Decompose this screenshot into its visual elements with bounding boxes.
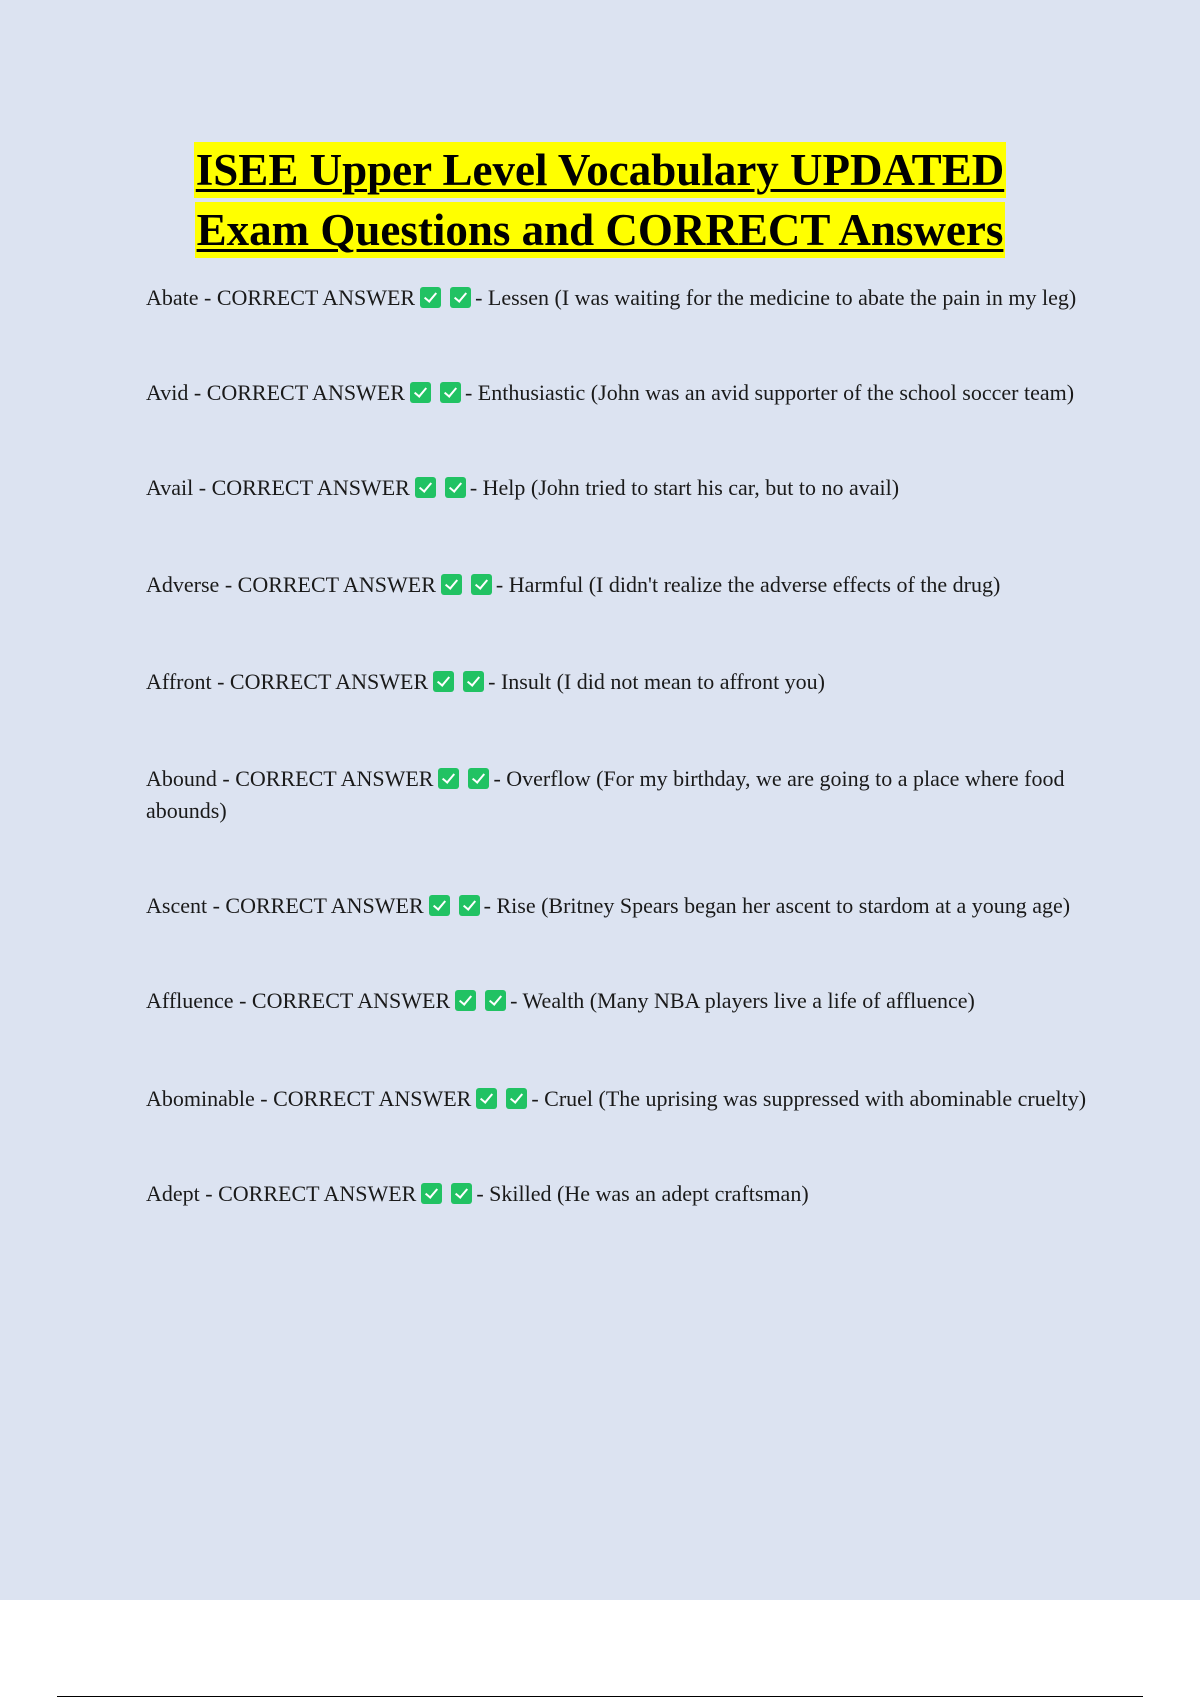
check-mark-icon xyxy=(471,574,492,595)
vocab-entry-ascent xyxy=(146,890,1096,922)
vocab-entry-adverse xyxy=(146,569,1096,601)
entry-term: Affront xyxy=(146,669,212,694)
check-mark-icon xyxy=(410,382,431,403)
check-mark-icon xyxy=(433,671,454,692)
entry-definition: - Overflow (For my birthday, we are going to a place where food abounds) xyxy=(146,766,1065,823)
entry-definition: - Harmful (I didn't realize the adverse effects of the drug) xyxy=(495,572,1001,597)
check-mark-icon xyxy=(440,382,461,403)
vocab-entry-adept xyxy=(146,1178,1096,1210)
entry-definition: - Enthusiastic (John was an avid supporter of the school soccer team) xyxy=(464,380,1075,405)
entry-marker: - CORRECT ANSWER xyxy=(204,285,416,310)
check-mark-icon xyxy=(450,287,471,308)
entry-term: Avid xyxy=(146,380,189,405)
check-mark-icon xyxy=(429,895,450,916)
vocab-entry-avail xyxy=(146,472,1096,504)
entry-marker: - CORRECT ANSWER xyxy=(217,669,429,694)
check-mark-icon xyxy=(455,990,476,1011)
vocab-entry-affront xyxy=(146,666,1096,698)
entry-term: Abominable xyxy=(146,1086,255,1111)
title-block xyxy=(0,142,1200,262)
entry-term: Affluence xyxy=(146,988,234,1013)
entry-marker: - CORRECT ANSWER xyxy=(198,475,410,500)
check-mark-icon xyxy=(445,477,466,498)
entry-marker: - CORRECT ANSWER xyxy=(239,988,451,1013)
entry-definition: - Lessen (I was waiting for the medicine to abate the pain in my leg) xyxy=(475,285,1077,310)
check-mark-icon xyxy=(463,671,484,692)
entry-definition: - Skilled (He was an adept craftsman) xyxy=(476,1181,809,1206)
entry-definition: - Help (John tried to start his car, but to no avail) xyxy=(469,475,900,500)
vocab-entry-avid xyxy=(146,377,1096,409)
entry-term: Abate xyxy=(146,285,199,310)
footer-divider xyxy=(57,1696,1143,1697)
entry-term: Adept xyxy=(146,1181,200,1206)
check-mark-icon xyxy=(451,1183,472,1204)
entry-marker: - CORRECT ANSWER xyxy=(260,1086,472,1111)
entry-marker: - CORRECT ANSWER xyxy=(224,572,436,597)
vocabulary-list xyxy=(146,282,1096,1210)
entry-marker: - CORRECT ANSWER xyxy=(193,380,405,405)
vocab-entry-abate xyxy=(146,282,1096,314)
entry-definition: - Wealth (Many NBA players live a life of affluence) xyxy=(510,988,975,1013)
entry-definition: - Rise (Britney Spears began her ascent to stardom at a young age) xyxy=(483,893,1071,918)
entry-term: Ascent xyxy=(146,893,208,918)
entry-term: Abound xyxy=(146,766,217,791)
entry-marker: - CORRECT ANSWER xyxy=(205,1181,417,1206)
check-mark-icon xyxy=(476,1088,497,1109)
entry-definition: - Insult (I did not mean to affront you) xyxy=(488,669,826,694)
check-mark-icon xyxy=(441,574,462,595)
check-mark-icon xyxy=(420,287,441,308)
entry-definition: - Cruel (The uprising was suppressed with abominable cruelty) xyxy=(531,1086,1087,1111)
check-mark-icon xyxy=(438,768,459,789)
entry-marker: - CORRECT ANSWER xyxy=(212,893,424,918)
document-title-line-1: ISEE Upper Level Vocabulary UPDATED xyxy=(194,142,1006,198)
check-mark-icon xyxy=(506,1088,527,1109)
check-mark-icon xyxy=(459,895,480,916)
vocab-entry-abominable xyxy=(146,1083,1096,1115)
entry-marker: - CORRECT ANSWER xyxy=(222,766,434,791)
check-mark-icon xyxy=(415,477,436,498)
entry-term: Avail xyxy=(146,475,194,500)
check-mark-icon xyxy=(468,768,489,789)
vocab-entry-abound xyxy=(146,763,1096,827)
document-title-line-2: Exam Questions and CORRECT Answers xyxy=(195,202,1006,258)
vocab-entry-affluence xyxy=(146,985,1096,1017)
check-mark-icon xyxy=(485,990,506,1011)
check-mark-icon xyxy=(421,1183,442,1204)
entry-term: Adverse xyxy=(146,572,220,597)
